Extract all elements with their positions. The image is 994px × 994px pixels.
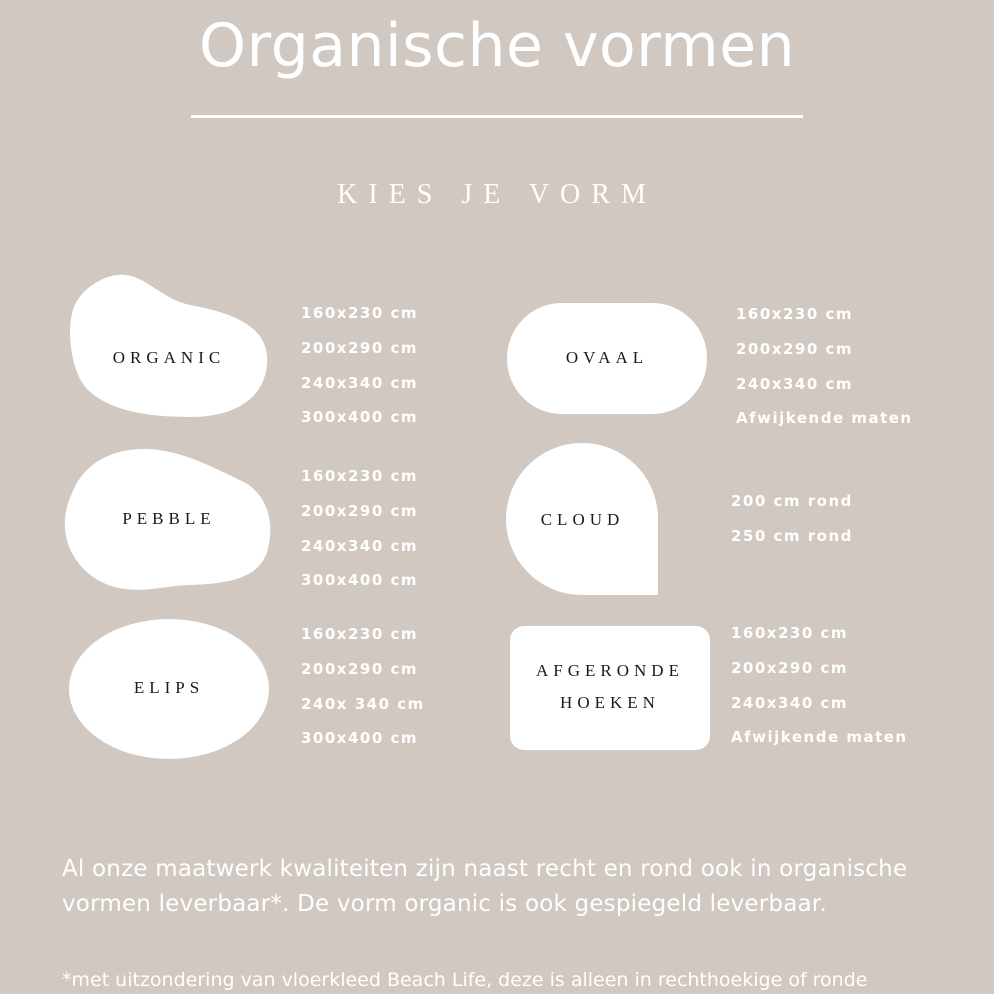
afgeronde-hoeken-label-line1: AFGERONDE (536, 661, 684, 680)
elips-sizes (301, 624, 425, 763)
size-option: 160x230 cm (301, 304, 419, 322)
title-divider (191, 115, 803, 118)
footnote-text: *met uitzondering van vloerkleed Beach Life, deze is alleen in rechthoekige of ronde (62, 969, 868, 991)
size-option: 240x340 cm (301, 373, 419, 392)
size-option: 240x340 cm (731, 693, 849, 712)
description-text: Al onze maatwerk kwaliteiten zijn naast recht en rond ook in organische vormen leverbaar*. De vorm organic is ook gespiegeld leverbaar. (62, 856, 908, 917)
size-option: 300x400 cm (301, 729, 419, 748)
size-option: 240x340 cm (736, 374, 854, 393)
size-option: 240x 340 cm (301, 694, 425, 713)
ovaal-label: OVAAL (565, 348, 649, 367)
size-option: 300x400 cm (301, 571, 419, 590)
page-title: Organische vormen (198, 11, 796, 81)
size-option: 200x290 cm (301, 659, 419, 678)
size-option: Afwijkende maten (736, 409, 913, 428)
section-subtitle: KIES JE VORM (337, 179, 657, 210)
organic-sizes (301, 303, 418, 442)
afgeronde-hoeken-label-line2: HOEKEN (560, 693, 660, 712)
size-option: 160x230 cm (736, 305, 854, 323)
size-option: 160x230 cm (301, 625, 419, 643)
ovaal-sizes (736, 304, 913, 443)
size-option: Afwijkende maten (731, 728, 908, 747)
size-option: 160x230 cm (731, 624, 849, 642)
size-option: 200x290 cm (301, 338, 419, 357)
size-option: 250 cm rond (731, 526, 853, 545)
pebble-label: PEBBLE (122, 509, 216, 528)
cloud-label: CLOUD (540, 510, 625, 529)
organic-label: ORGANIC (112, 348, 226, 367)
size-option: 200x290 cm (731, 658, 849, 677)
size-option: 200 cm rond (731, 492, 853, 510)
size-option: 240x340 cm (301, 536, 419, 555)
size-option: 200x290 cm (301, 501, 419, 520)
cloud-sizes (731, 491, 853, 561)
size-option: 300x400 cm (301, 408, 419, 427)
pebble-sizes (301, 466, 418, 605)
size-option: 160x230 cm (301, 467, 419, 485)
afgeronde-hoeken-sizes (731, 623, 908, 762)
elips-label: ELIPS (133, 678, 205, 697)
size-option: 200x290 cm (736, 339, 854, 358)
